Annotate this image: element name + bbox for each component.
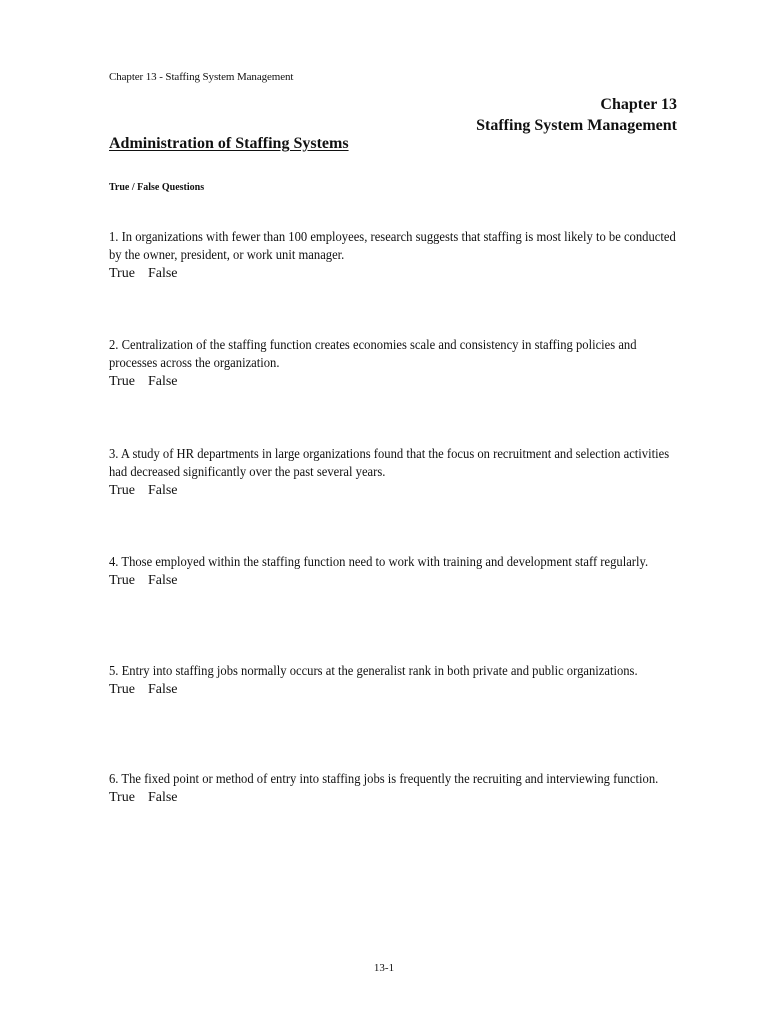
answer-options xyxy=(109,373,679,391)
answer-option-false: False xyxy=(147,681,178,697)
answer-options xyxy=(109,681,679,699)
running-header: Chapter 13 - Staffing System Management xyxy=(109,71,294,83)
question-item xyxy=(109,554,679,662)
answer-option-false: False xyxy=(147,789,178,805)
section-title: Administration of Staffing Systems xyxy=(109,135,349,152)
answer-options xyxy=(109,265,679,283)
chapter-number: Chapter 13 xyxy=(600,96,677,113)
answer-options xyxy=(109,572,679,590)
question-text: 3. A study of HR departments in large organizations found that the focus on recruitment and selection activities had decreased significantly over the past several years. xyxy=(109,446,670,480)
answer-option-true: True xyxy=(109,573,135,589)
answer-option-false: False xyxy=(147,266,178,281)
question-text: 2. Centralization of the staffing function creates economies scale and consistency in staffing policies and processes across the organization. xyxy=(109,338,637,372)
question-item xyxy=(109,446,679,554)
chapter-heading xyxy=(476,94,677,136)
answer-option-false: False xyxy=(147,482,178,498)
question-text: 1. In organizations with fewer than 100 employees, research suggests that staffing is most likely to be conducted by the owner, president, or work unit manager. xyxy=(109,230,676,263)
answer-options xyxy=(109,482,679,500)
question-list xyxy=(109,229,679,879)
answer-option-true: True xyxy=(109,681,135,697)
question-item xyxy=(109,229,679,337)
question-text: 5. Entry into staffing jobs normally occurs at the generalist rank in both private and public organizations. xyxy=(109,663,638,679)
question-item xyxy=(109,663,679,771)
question-item xyxy=(109,771,679,879)
answer-option-true: True xyxy=(109,266,135,281)
question-item xyxy=(109,337,679,445)
answer-option-false: False xyxy=(147,573,178,589)
answer-option-true: True xyxy=(109,374,135,390)
answer-option-false: False xyxy=(147,374,178,390)
answer-option-true: True xyxy=(109,789,135,805)
answer-options xyxy=(109,789,679,807)
page-number: 13-1 xyxy=(373,962,395,974)
chapter-title: Staffing System Management xyxy=(476,117,677,134)
question-text: 6. The fixed point or method of entry into staffing jobs is frequently the recruiting and interviewing function. xyxy=(109,771,659,787)
answer-option-true: True xyxy=(109,482,135,498)
question-text: 4. Those employed within the staffing function need to work with training and development staff regularly. xyxy=(109,555,649,571)
subsection-title: True / False Questions xyxy=(109,182,205,193)
